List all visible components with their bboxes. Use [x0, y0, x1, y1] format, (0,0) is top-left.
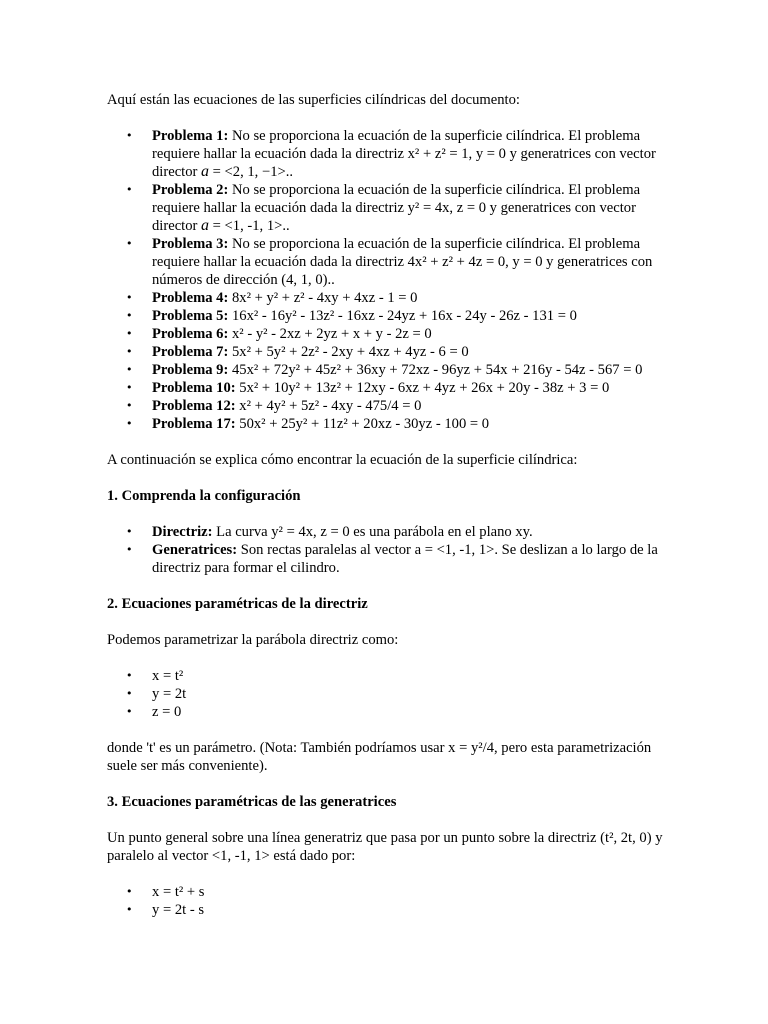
problem-text: No se proporciona la ecuación de la superficie cilíndrica. El problema requiere hallar la ecuación dada la directriz y² = 4x, z = 0 y generatrices con vector director — [152, 182, 641, 234]
problem-label: Problema 1: — [152, 128, 229, 144]
term-label: Directriz: — [152, 524, 213, 540]
document-content — [107, 91, 667, 919]
problem-label: Problema 2: — [152, 182, 229, 198]
section-2-note: donde 't' es un parámetro. (Nota: También podríamos usar x = y²/4, pero esta parametrización suele ser más conveniente). — [107, 740, 652, 774]
problem-item — [107, 307, 667, 325]
section-2-list — [107, 667, 667, 721]
problem-label: Problema 7: — [152, 344, 229, 360]
section-3-intro: Un punto general sobre una línea generatriz que pasa por un punto sobre la directriz (t², 2t, 0) y paralelo al vector <1, -1, 1> está dado por: — [107, 830, 663, 864]
section-2-heading: 2. Ecuaciones paramétricas de la directriz — [107, 596, 368, 612]
section-heading — [107, 487, 667, 505]
problem-vector-value: = <1, -1, 1>.. — [209, 218, 290, 234]
problem-item — [107, 343, 667, 361]
problem-label: Problema 5: — [152, 308, 229, 324]
section-3-list — [107, 883, 667, 919]
problem-item — [107, 127, 667, 181]
problem-label: Problema 4: — [152, 290, 229, 306]
list-item: • y = 2t — [107, 685, 667, 703]
term-text: Son rectas paralelas al vector a = <1, -1, 1>. Se deslizan a lo largo de la directriz para formar el cilindro. — [152, 542, 658, 576]
term-label: Generatrices: — [152, 542, 238, 558]
problem-item — [107, 397, 667, 415]
problem-label: Problema 10: — [152, 380, 236, 396]
term-text: La curva y² = 4x, z = 0 es una parábola en el plano xy. — [212, 524, 533, 540]
problem-equation: x² + 4y² + 5z² - 4xy - 475/4 = 0 — [235, 398, 422, 414]
vector-symbol: a — [201, 163, 210, 180]
problem-item — [107, 415, 667, 433]
problem-text: No se proporciona la ecuación de la superficie cilíndrica. El problema requiere hallar la ecuación dada la directriz 4x² + z² + 4z = 0, y = 0 y generatrices con números de dirección (4, 1, 0).. — [152, 236, 653, 288]
list-item: • z = 0 — [107, 703, 667, 721]
problem-equation: 45x² + 72y² + 45z² + 36xy + 72xz - 96yz + 54x + 216y - 54z - 567 = 0 — [228, 362, 643, 378]
problem-item — [107, 235, 667, 289]
problem-item — [107, 325, 667, 343]
problem-label: Problema 3: — [152, 236, 229, 252]
problem-equation: x² - y² - 2xz + 2yz + x + y - 2z = 0 — [228, 326, 432, 342]
problem-equation: 5x² + 5y² + 2z² - 2xy + 4xz + 4yz - 6 = 0 — [228, 344, 469, 360]
section-2-intro: Podemos parametrizar la parábola directriz como: — [107, 632, 399, 648]
problem-label: Problema 9: — [152, 362, 229, 378]
explanation-intro: A continuación se explica cómo encontrar la ecuación de la superficie cilíndrica: — [107, 452, 578, 468]
list-item: • y = 2t - s — [107, 901, 667, 919]
problem-label: Problema 17: — [152, 416, 236, 432]
list-item — [107, 541, 667, 577]
section-heading — [107, 793, 667, 811]
problem-equation: 50x² + 25y² + 11z² + 20xz - 30yz - 100 = 0 — [235, 416, 490, 432]
problem-item — [107, 289, 667, 307]
section-1-heading: 1. Comprenda la configuración — [107, 488, 301, 504]
intro-paragraph: Aquí están las ecuaciones de las superficies cilíndricas del documento: — [107, 92, 520, 108]
problem-text: No se proporciona la ecuación de la superficie cilíndrica. El problema requiere hallar la ecuación dada la directriz x² + z² = 1, y = 0 y generatrices con vector director — [152, 128, 656, 180]
problem-item — [107, 361, 667, 379]
problem-equation: 16x² - 16y² - 13z² - 16xz - 24yz + 16x - 24y - 26z - 131 = 0 — [228, 308, 577, 324]
list-item — [107, 523, 667, 541]
problem-vector-value: = <2, 1, −1>.. — [209, 164, 294, 180]
problem-item — [107, 379, 667, 397]
vector-symbol: a — [201, 217, 210, 234]
section-3-heading: 3. Ecuaciones paramétricas de las generatrices — [107, 794, 397, 810]
problem-label: Problema 12: — [152, 398, 236, 414]
problem-equation: 5x² + 10y² + 13z² + 12xy - 6xz + 4yz + 26x + 20y - 38z + 3 = 0 — [235, 380, 610, 396]
list-item: • x = t² + s — [107, 883, 667, 901]
list-item: • x = t² — [107, 667, 667, 685]
problem-label: Problema 6: — [152, 326, 229, 342]
section-heading — [107, 595, 667, 613]
problem-item — [107, 181, 667, 235]
problems-list — [107, 127, 667, 433]
problem-equation: 8x² + y² + z² - 4xy + 4xz - 1 = 0 — [228, 290, 418, 306]
section-1-list — [107, 523, 667, 577]
